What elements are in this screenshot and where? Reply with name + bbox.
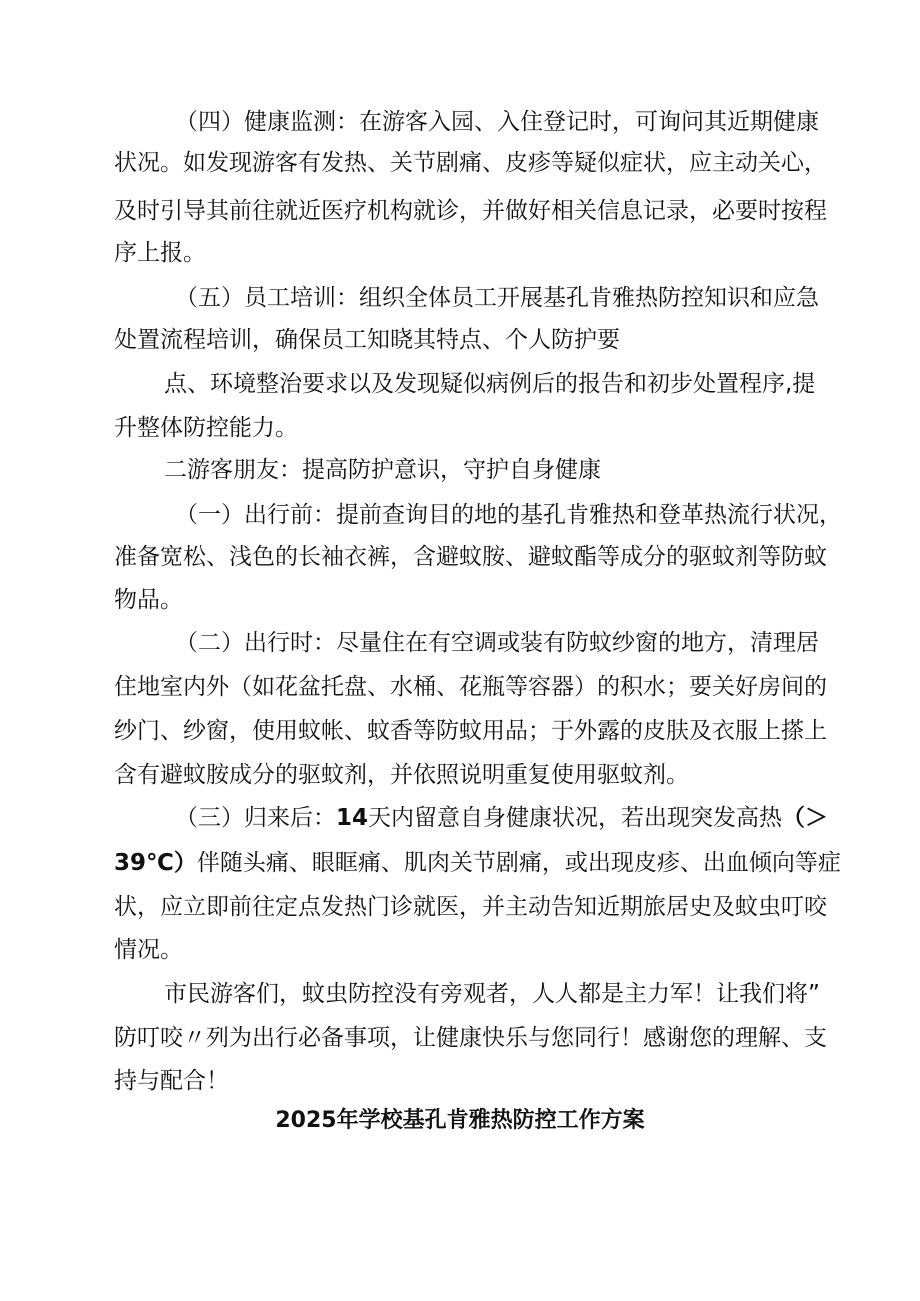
paragraph-text: 天内留意自身健康状况，若出现突发高热 xyxy=(368,805,783,831)
paragraph-line: 持与配合！ xyxy=(114,1068,229,1094)
paragraph-line: 含有避蚊胺成分的驱蚊剂，并依照说明重复使用驱蚊剂。 xyxy=(114,762,689,788)
paragraph-staff-training: （五）员工培训：组织全体员工开展基孔肯雅热防控知识和应急 xyxy=(175,285,819,311)
paragraph-health-monitoring: （四）健康监测：在游客入园、入住登记时，可询问其近期健康 xyxy=(175,109,819,135)
section-heading-tourists: 二游客朋友：提高防护意识，守护自身健康 xyxy=(164,457,601,483)
paragraph-line: 住地室内外（如花盆托盘、水桶、花瓶等容器）的积水；要关好房间的 xyxy=(114,674,827,700)
paragraph-line: 状况。如发现游客有发热、关节剧痛、皮疹等疑似症状，应主动关心， xyxy=(114,150,827,176)
paragraph-line: 防叮咬〃列为出行必备事项，让健康快乐与您同行！感谢您的理解、支 xyxy=(114,1025,827,1051)
paragraph-line: 处置流程培训，确保员工知晓其特点、个人防护要 xyxy=(114,327,620,353)
paragraph-before-travel: （一）出行前：提前查询目的地的基孔肯雅热和登革热流行状况， xyxy=(175,502,842,528)
paragraph-line: 状，应立即前往定点发热门诊就医，并主动告知近期旅居史及蚊虫叮咬 xyxy=(114,894,827,920)
paragraph-text: 伴随头痛、眼眶痛、肌肉关节剧痛，或出现皮疹、出血倾向等症 xyxy=(196,850,841,876)
paragraph-line: 序上报。 xyxy=(114,240,206,266)
paragraph-line: 升整体防控能力。 xyxy=(114,415,298,441)
temperature-value: 39℃） xyxy=(114,850,197,876)
paragraph-line: 情况。 xyxy=(114,937,183,963)
paragraph-during-travel: （二）出行时：尽量住在有空调或装有防蚊纱窗的地方，清理居 xyxy=(175,630,819,656)
paragraph-line xyxy=(114,848,841,878)
paragraph-line: 物品。 xyxy=(114,587,183,613)
paragraph-line: 准备宽松、浅色的长袖衣裤，含避蚊胺、避蚊酯等成分的驱蚊剂等防蚊 xyxy=(114,544,827,570)
paragraph-closing: 市民游客们，蚊虫防控没有旁观者，人人都是主力军！让我们将” xyxy=(164,981,820,1007)
paragraph-line: 点、环境整治要求以及发现疑似病例后的报告和初步处置程序,提 xyxy=(164,371,816,397)
paragraph-line: 及时引导其前往就近医疗机构就诊，并做好相关信息记录，必要时按程 xyxy=(114,198,827,224)
document-title: 2025年学校基孔肯雅热防控工作方案 xyxy=(275,1108,645,1133)
paragraph-line: 纱门、纱窗，使用蚊帐、蚊香等防蚊用品；于外露的皮肤及衣服上搽上 xyxy=(114,718,827,744)
paragraph-prefix: （三）归来后： xyxy=(175,805,336,831)
temperature-open: （＞ xyxy=(782,805,829,831)
days-number: 14 xyxy=(336,805,369,831)
paragraph-after-return xyxy=(175,803,828,833)
